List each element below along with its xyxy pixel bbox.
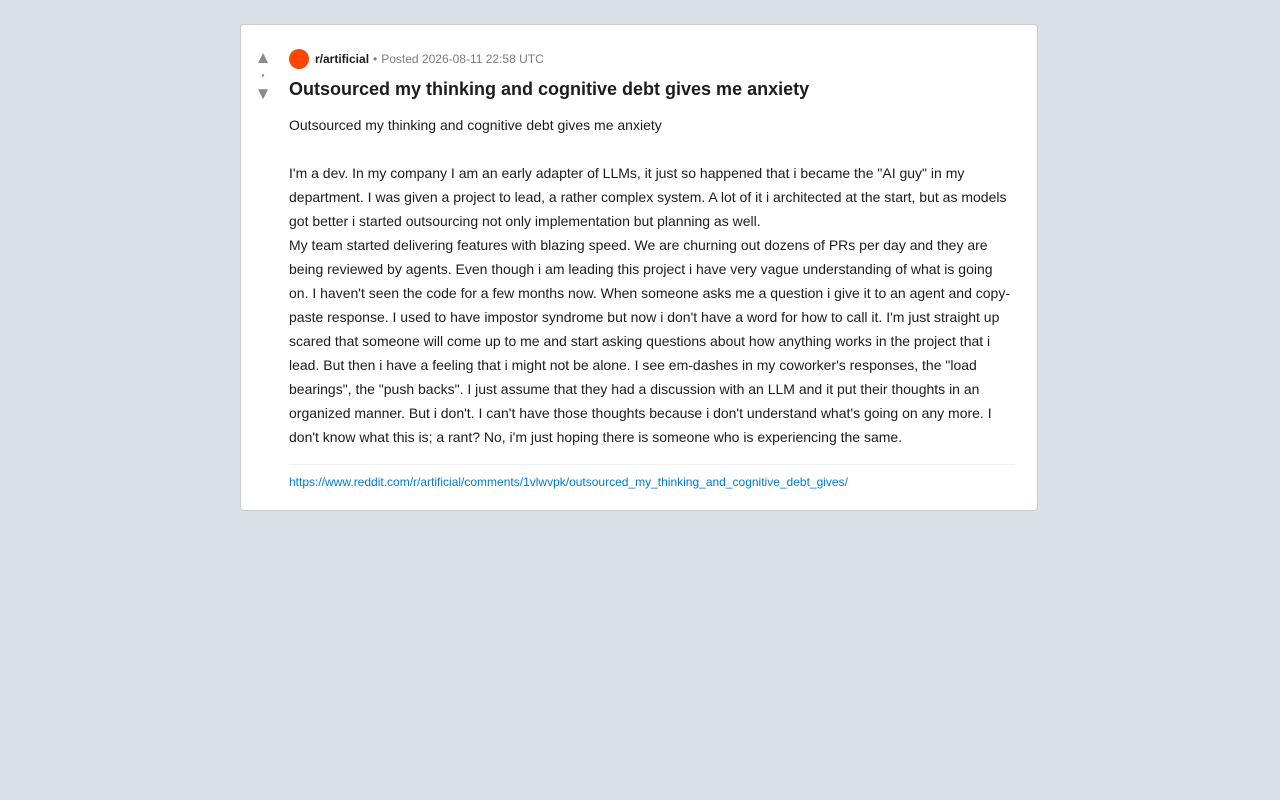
post-body-lead: Outsourced my thinking and cognitive debt gives me anxiety [289, 117, 662, 133]
post-body-paragraph-1: I'm a dev. In my company I am an early adapter of LLMs, it just so happened that i became the "AI guy" in my department. I was given a project to lead, a rather complex system. A lot of it i architected at the start, but as models got better i started outsourcing not only implementation but planning as well. [289, 165, 1007, 229]
meta-separator: • [373, 52, 378, 66]
post-permalink[interactable]: https://www.reddit.com/r/artificial/comments/1vlwvpk/outsourced_my_thinking_and_cognitive_debt_gives/ [289, 475, 848, 489]
paragraph-spacer [289, 137, 1015, 161]
post-body-paragraph-2: My team started delivering features with blazing speed. We are churning out dozens of PRs per day and they are being reviewed by agents. Even though i am leading this project i have very vague understanding of what is going on. I haven't seen the code for a few months now. When someone asks me a question i give it to an agent and copy-paste response. I used to have impostor syndrome but now i don't have a word for how to call it. I'm just straight up scared that someone will come up to me and start asking questions about how anything works in the project that i lead. But then i have a feeling that i might not be alone. I see em-dashes in my coworker's responses, the "load bearings", the "push backs". I just assume that they had a discussion with an LLM and it put their thoughts in an organized manner. But i don't. I can't have those thoughts because i don't understand what's going on any more. I don't know what this is; a rant? No, i'm just hoping there is someone who is experiencing the same. [289, 237, 1010, 445]
post-timestamp: Posted 2026-08-11 22:58 UTC [381, 52, 544, 66]
subreddit-link[interactable]: r/artificial [315, 52, 370, 66]
subreddit-avatar[interactable] [289, 49, 309, 69]
post-body [289, 113, 1015, 449]
post-card [240, 24, 1038, 511]
post-content [289, 49, 1015, 490]
vote-column [241, 49, 285, 103]
vote-score: • [261, 71, 265, 80]
post-title[interactable]: Outsourced my thinking and cognitive debt gives me anxiety [289, 79, 810, 99]
post-meta [289, 49, 1015, 69]
upvote-icon[interactable]: ▲ [254, 48, 272, 67]
footer-divider [289, 464, 1015, 465]
downvote-icon[interactable]: ▼ [254, 84, 272, 103]
